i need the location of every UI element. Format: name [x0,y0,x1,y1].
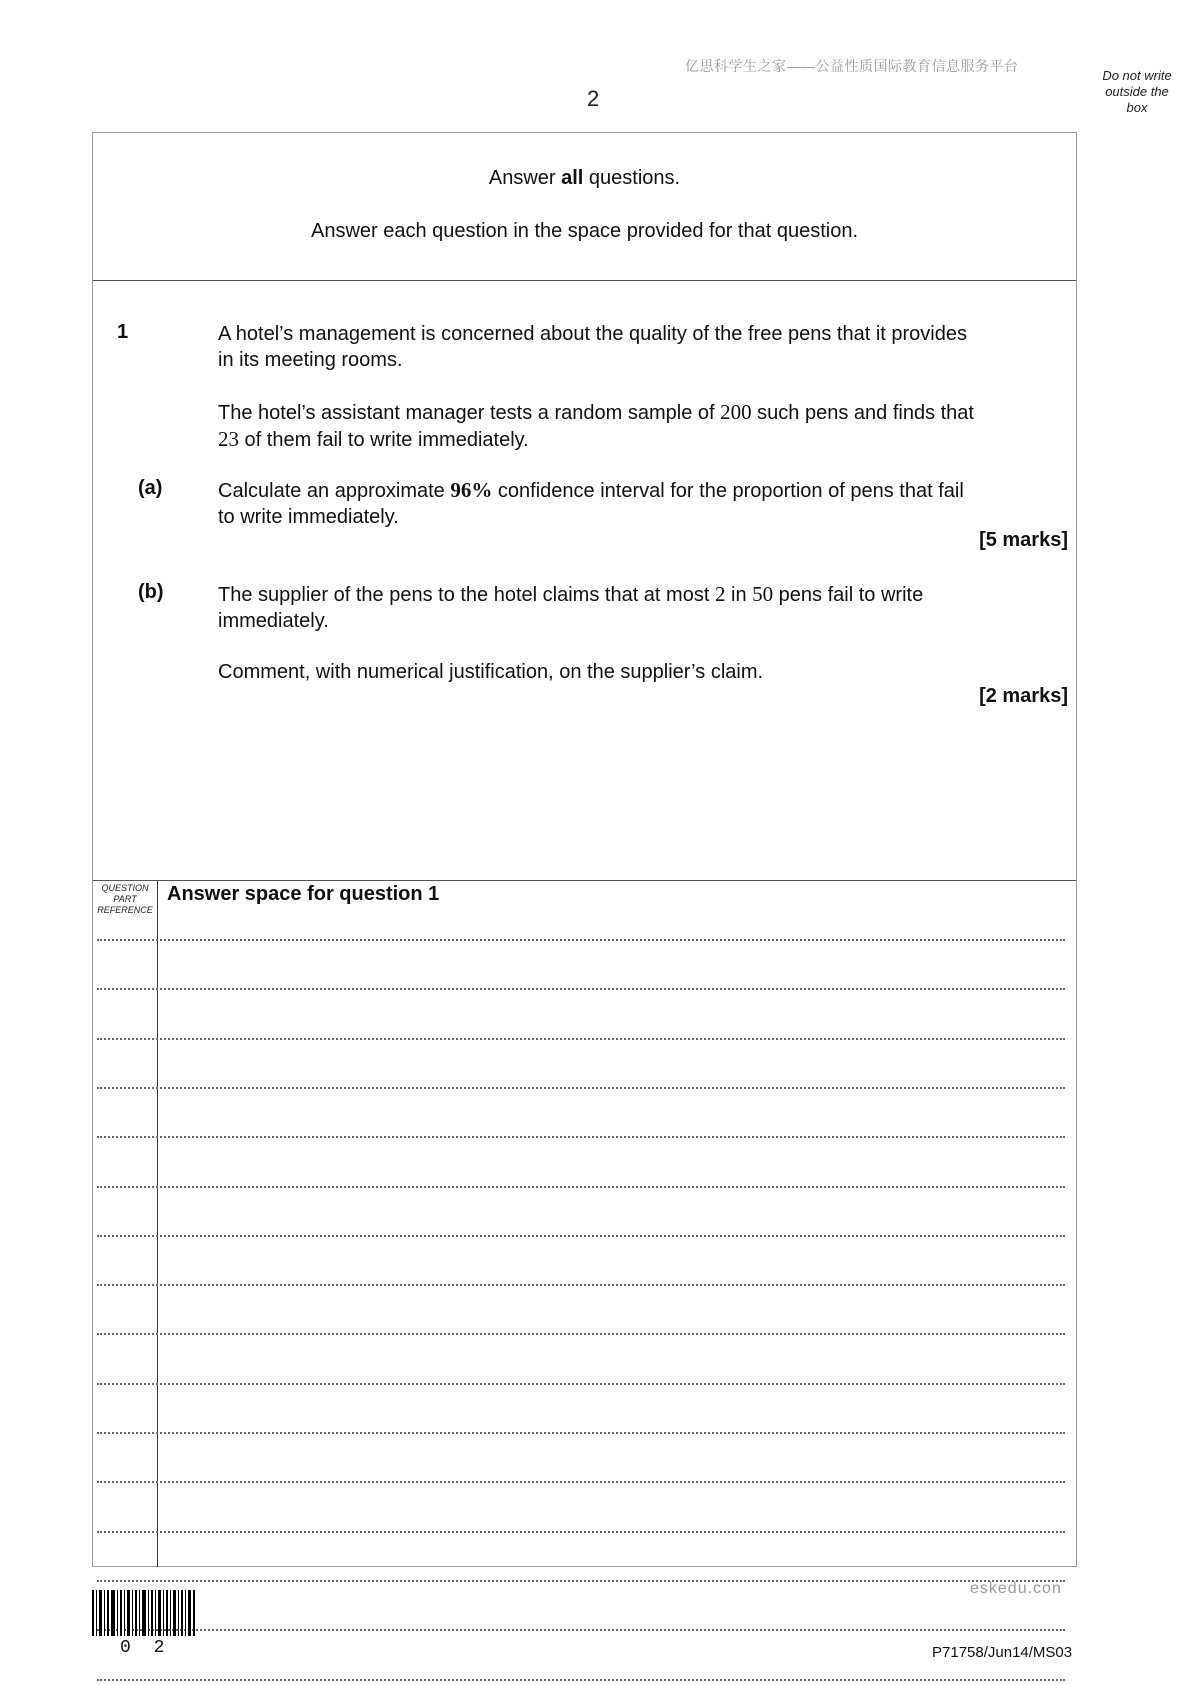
instruction-emphasis: all [561,167,584,189]
question-frame [92,132,1077,1567]
part-b-marks: [2 marks] [979,685,1068,707]
answer-line[interactable] [97,1235,1065,1237]
question-number: 1 [117,321,129,343]
part-a-label: (a) [138,477,163,499]
instruction-text: Answer [488,167,562,189]
ref-label-line: REFERENCE [97,905,153,915]
text: in [725,584,753,606]
margin-note-line: outside the [1105,84,1169,99]
answer-line[interactable] [97,1481,1065,1483]
instruction-answer-space: Answer each question in the space provided for that question. [310,220,858,242]
claim-denominator: 50 [752,582,774,606]
answer-space-heading: Answer space for question 1 [167,883,440,905]
ref-label-line: PART [113,894,137,904]
answer-line[interactable] [97,1136,1065,1138]
answer-line[interactable] [97,1679,1065,1681]
margin-note [1092,68,1182,116]
question-sample [218,399,1068,453]
question-intro-line: in its meeting rooms. [218,349,403,371]
part-b-label: (b) [138,581,164,603]
answer-line[interactable] [97,1629,1065,1631]
ref-label-line: QUESTION [101,883,149,893]
part-b-line: immediately. [218,610,329,632]
text: The supplier of the pens to the hotel claims that at most [218,584,715,606]
part-b-text [218,581,1068,634]
text: of them fail to write immediately. [239,429,529,451]
text: Calculate an approximate [218,480,451,502]
part-a-marks: [5 marks] [979,529,1068,551]
part-a-line: to write immediately. [218,506,399,528]
text: The hotel’s assistant manager tests a random sample of [218,402,721,424]
answer-line[interactable] [97,1284,1065,1286]
sample-size: 200 [720,400,752,424]
reference-column-divider [157,881,158,1567]
instructions-box [93,133,1076,281]
answer-line[interactable] [97,1580,1065,1582]
header-watermark: 亿思科学生之家——公益性质国际教育信息服务平台 [685,58,1019,74]
part-a-line [218,477,1068,504]
text: pens fail to write [773,584,924,606]
question-sample-line [218,399,1068,426]
claim-numerator: 2 [714,582,726,606]
answer-line[interactable] [97,1038,1065,1040]
confidence-level: 96% [450,478,493,502]
page-number: 2 [587,86,600,111]
barcode [92,1590,196,1636]
question-intro-line: A hotel’s management is concerned about the quality of the free pens that it provides [218,323,967,345]
part-b-comment: Comment, with numerical justification, on the supplier’s claim. [218,661,764,683]
text: confidence interval for the proportion of pens that fail [492,480,964,502]
answer-space[interactable] [93,881,1076,1567]
margin-note-line: Do not write [1102,68,1172,83]
answer-line[interactable] [97,1432,1065,1434]
margin-note-line: box [1126,100,1148,115]
answer-line[interactable] [97,1383,1065,1385]
instruction-text: questions. [583,167,681,189]
question-sample-line [218,426,1068,453]
question-intro [218,321,1068,373]
footer-watermark: eskedu.con [970,1580,1062,1597]
part-b-line [218,581,1068,608]
answer-line[interactable] [97,1531,1065,1533]
answer-line[interactable] [97,1087,1065,1089]
paper-code: P71758/Jun14/MS03 [932,1644,1073,1661]
answer-line[interactable] [97,1333,1065,1335]
barcode-number: 0 2 [120,1638,171,1658]
question-1 [93,281,1076,881]
question-part-reference-label [95,883,155,916]
instruction-answer-all [93,167,1076,190]
fail-count: 23 [218,427,239,451]
text: such pens and finds that [751,402,974,424]
answer-line[interactable] [97,988,1065,990]
part-a-text [218,477,1068,530]
answer-line[interactable] [97,1186,1065,1188]
answer-line[interactable] [97,939,1065,941]
